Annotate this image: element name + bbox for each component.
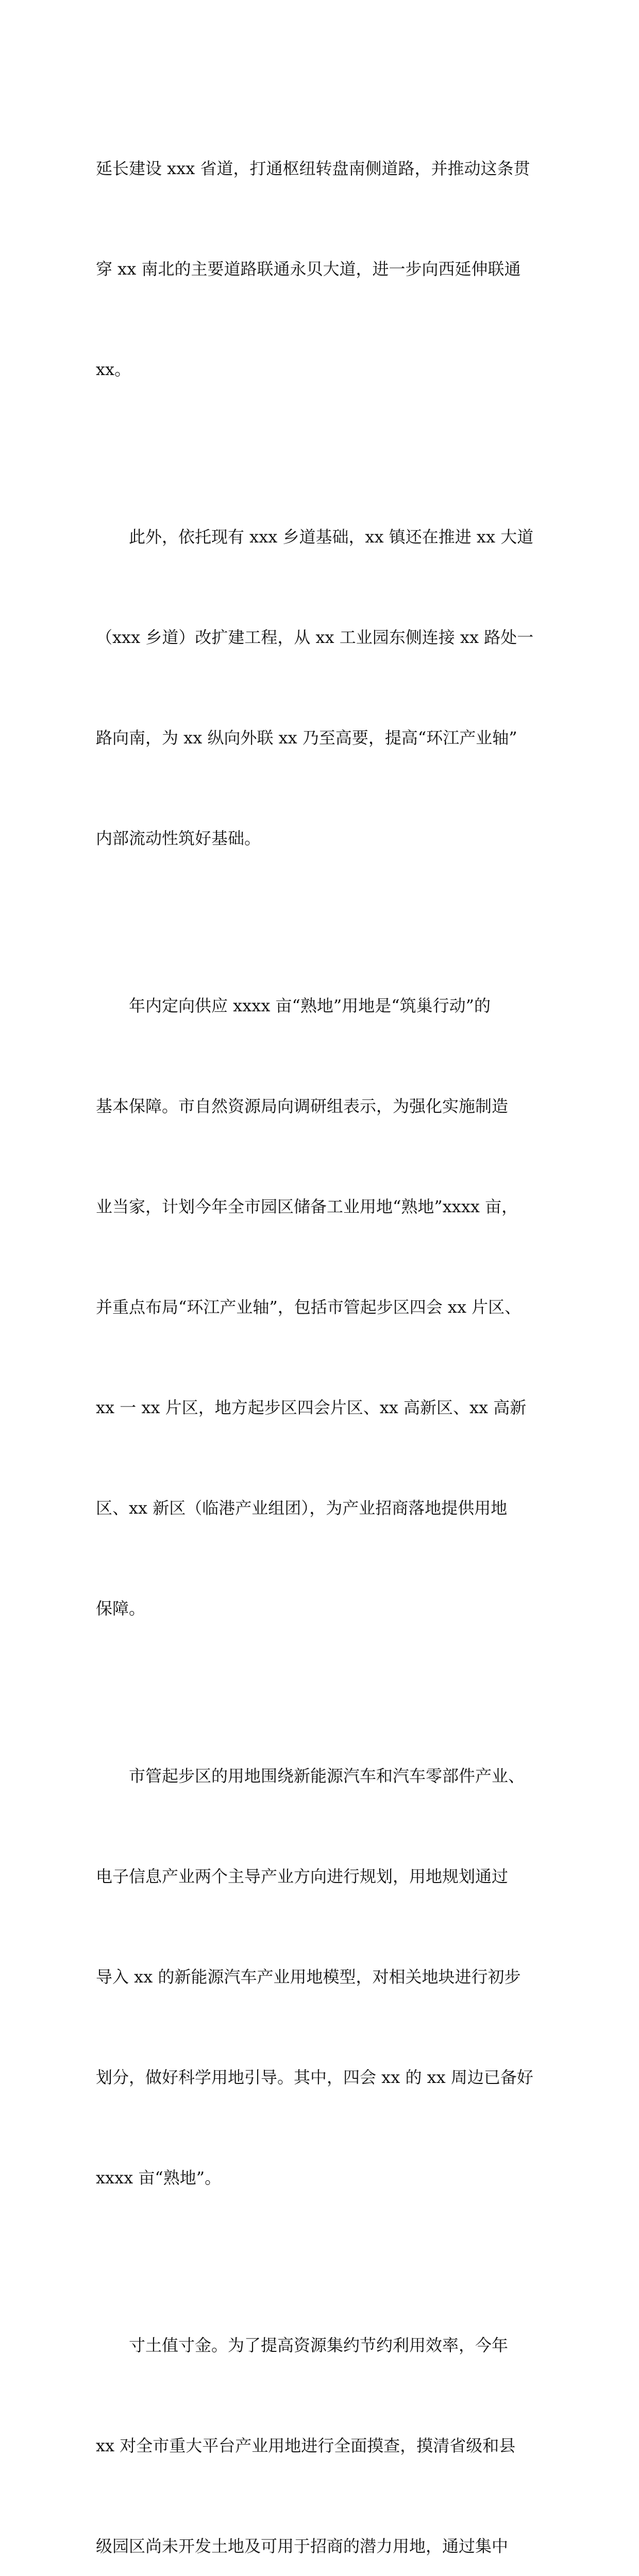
- paragraph-4: [96, 1692, 554, 2262]
- text-line: 路向南，为 xx 纵向外联 xx 乃至高要，提高“环江产业轴”: [96, 728, 517, 748]
- text-line: 区、xx 新区（临港产业组团），为产业招商落地提供用地: [96, 1498, 508, 1518]
- text-line: xxxx 亩“熟地”。: [96, 2168, 222, 2188]
- text-line: 内部流动性筑好基础。: [96, 828, 261, 848]
- text-line: 电子信息产业两个主导产业方向进行规划，用地规划通过: [96, 1867, 509, 1886]
- text-line: 并重点布局“环江产业轴”，包括市管起步区四会 xx 片区、: [96, 1297, 522, 1317]
- text-line: xx。: [96, 360, 131, 379]
- text-line: 市管起步区的用地围绕新能源汽车和汽车零部件产业、: [129, 1766, 525, 1786]
- text-line: 级园区尚未开发土地及可用于招商的潜力用地，通过集中: [96, 2536, 509, 2556]
- text-line: （xxx 乡道）改扩建工程，从 xx 工业园东侧连接 xx 路处一: [96, 628, 534, 647]
- text-line: 业当家，计划今年全市园区储备工业用地“熟地”xxxx 亩，: [96, 1197, 518, 1216]
- text-line: xx 对全市重大平台产业用地进行全面摸查，摸清省级和县: [96, 2436, 516, 2455]
- text-line: 延长建设 xxx 省道，打通枢纽转盘南侧道路，并推动这条贯: [96, 159, 530, 178]
- text-line: 保障。: [96, 1599, 146, 1618]
- text-line: 划分，做好科学用地引导。其中，四会 xx 的 xx 周边已备好: [96, 2067, 533, 2087]
- text-line: 穿 xx 南北的主要道路联通永贝大道，进一步向西延伸联通: [96, 259, 521, 279]
- text-line: 年内定向供应 xxxx 亩“熟地”用地是“筑巢行动”的: [129, 996, 491, 1015]
- text-line: 寸土值寸金。为了提高资源集约节约利用效率，今年: [129, 2335, 509, 2355]
- text-line: 导入 xx 的新能源汽车产业用地模型，对相关地块进行初步: [96, 1967, 521, 1987]
- text-line: 基本保障。市自然资源局向调研组表示，为强化实施制造: [96, 1096, 509, 1116]
- paragraph-1: [96, 85, 554, 453]
- text-line: 此外，依托现有 xxx 乡道基础，xx 镇还在推进 xx 大道: [129, 527, 534, 547]
- text-line: xx 一 xx 片区，地方起步区四会片区、xx 高新区、xx 高新: [96, 1398, 527, 1417]
- paragraph-3: [96, 922, 554, 1692]
- paragraph-5: [96, 2262, 554, 2576]
- paragraph-2: [96, 453, 554, 922]
- body-text: [96, 85, 554, 2576]
